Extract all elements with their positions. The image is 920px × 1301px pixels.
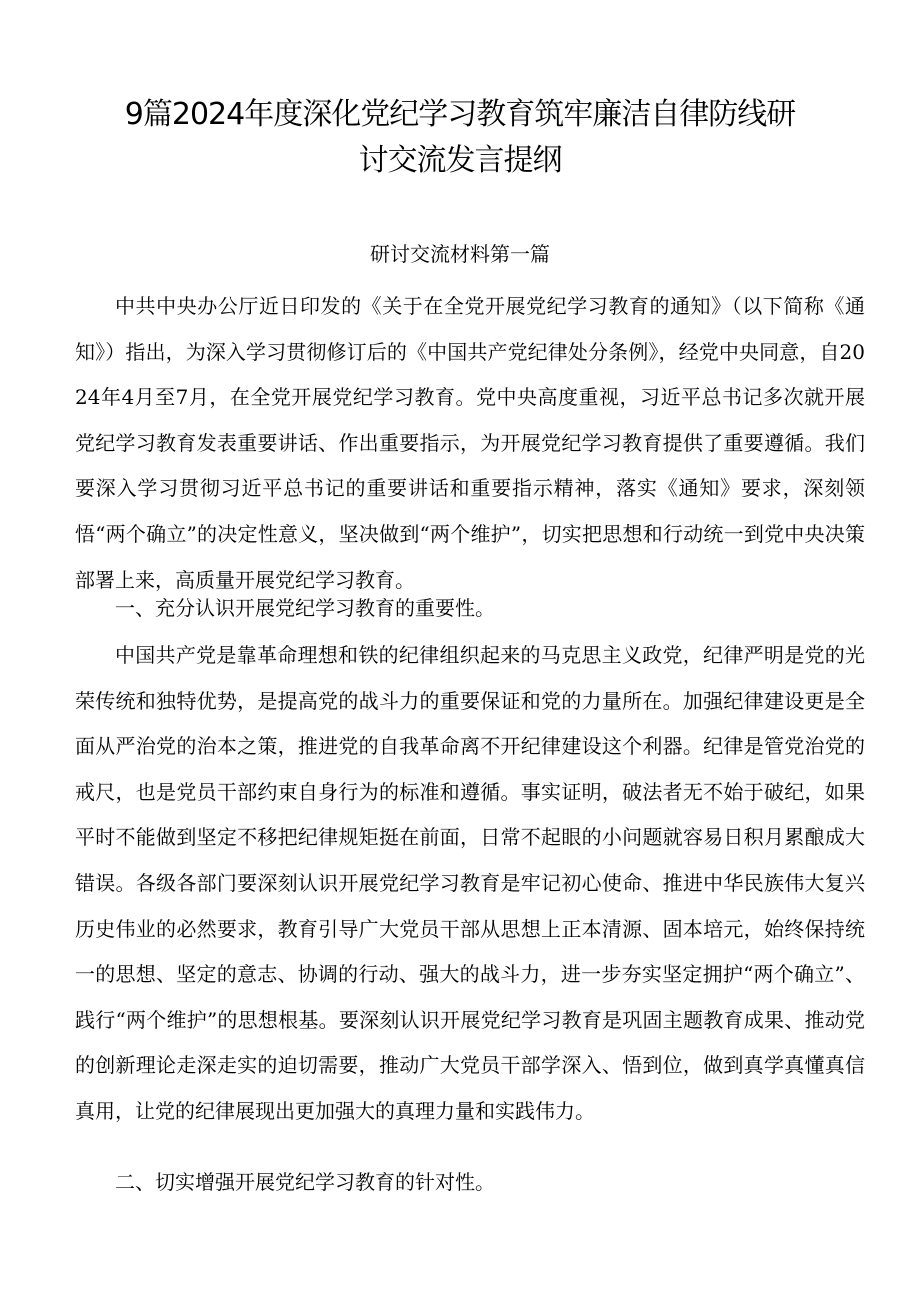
- section-heading-2: 二、切实增强开展党纪学习教育的针对性。: [115, 1170, 495, 1194]
- document-subtitle: 研讨交流材料第一篇: [370, 242, 550, 266]
- document-title-line-1: 9篇2024年度深化党纪学习教育筑牢廉洁自律防线研: [124, 97, 796, 132]
- paragraph-section-1: 中国共产党是靠革命理想和铁的纪律组织起来的马克思主义政党，纪律严明是党的光荣传统和独特优势，是提高党的战斗力的重要保证和党的力量所在。加强纪律建设更是全面从严治党的治本之策，推进党的自我革命离不开纪律建设这个利器。纪律是管党治党的戒尺，也是党员干部约束自身行为的标准和遵循。事实证明，破法者无不始于破纪，如果平时不能做到坚定不移把纪律规矩挺在前面，日常不起眼的小问题就容易日积月累酿成大错误。各级各部门要深刻认识开展党纪学习教育是牢记初心使命、推进中华民族伟大复兴历史伟业的必然要求，教育引导广大党员干部从思想上正本清源、固本培元，始终保持统一的思想、坚定的意志、协调的行动、强大的战斗力，进一步夯实坚定拥护“两个确立”、践行“两个维护”的思想根基。要深刻认识开展党纪学习教育是巩固主题教育成果、推动党的创新理论走深走实的迫切需要，推动广大党员干部学深入、悟到位，做到真学真懂真信真用，让党的纪律展现出更加强大的真理力量和实践伟力。: [75, 643, 865, 1123]
- paragraph-intro: 中共中央办公厅近日印发的《关于在全党开展党纪学习教育的通知》（以下简称《通知》）指出，为深入学习贯彻修订后的《中国共产党纪律处分条例》，经党中央同意，自2024年4月至7月，在全党开展党纪学习教育。党中央高度重视，习近平总书记多次就开展党纪学习教育发表重要讲话、作出重要指示，为开展党纪学习教育提供了重要遵循。我们要深入学习贯彻习近平总书记的重要讲话和重要指示精神，落实《通知》要求，深刻领悟“两个确立”的决定性意义，坚决做到“两个维护”，切实把思想和行动统一到党中央决策部署上来，高质量开展党纪学习教育。: [75, 294, 865, 592]
- section-heading-1: 一、充分认识开展党纪学习教育的重要性。: [115, 596, 495, 620]
- document-title-line-2: 讨交流发言提纲: [358, 143, 562, 178]
